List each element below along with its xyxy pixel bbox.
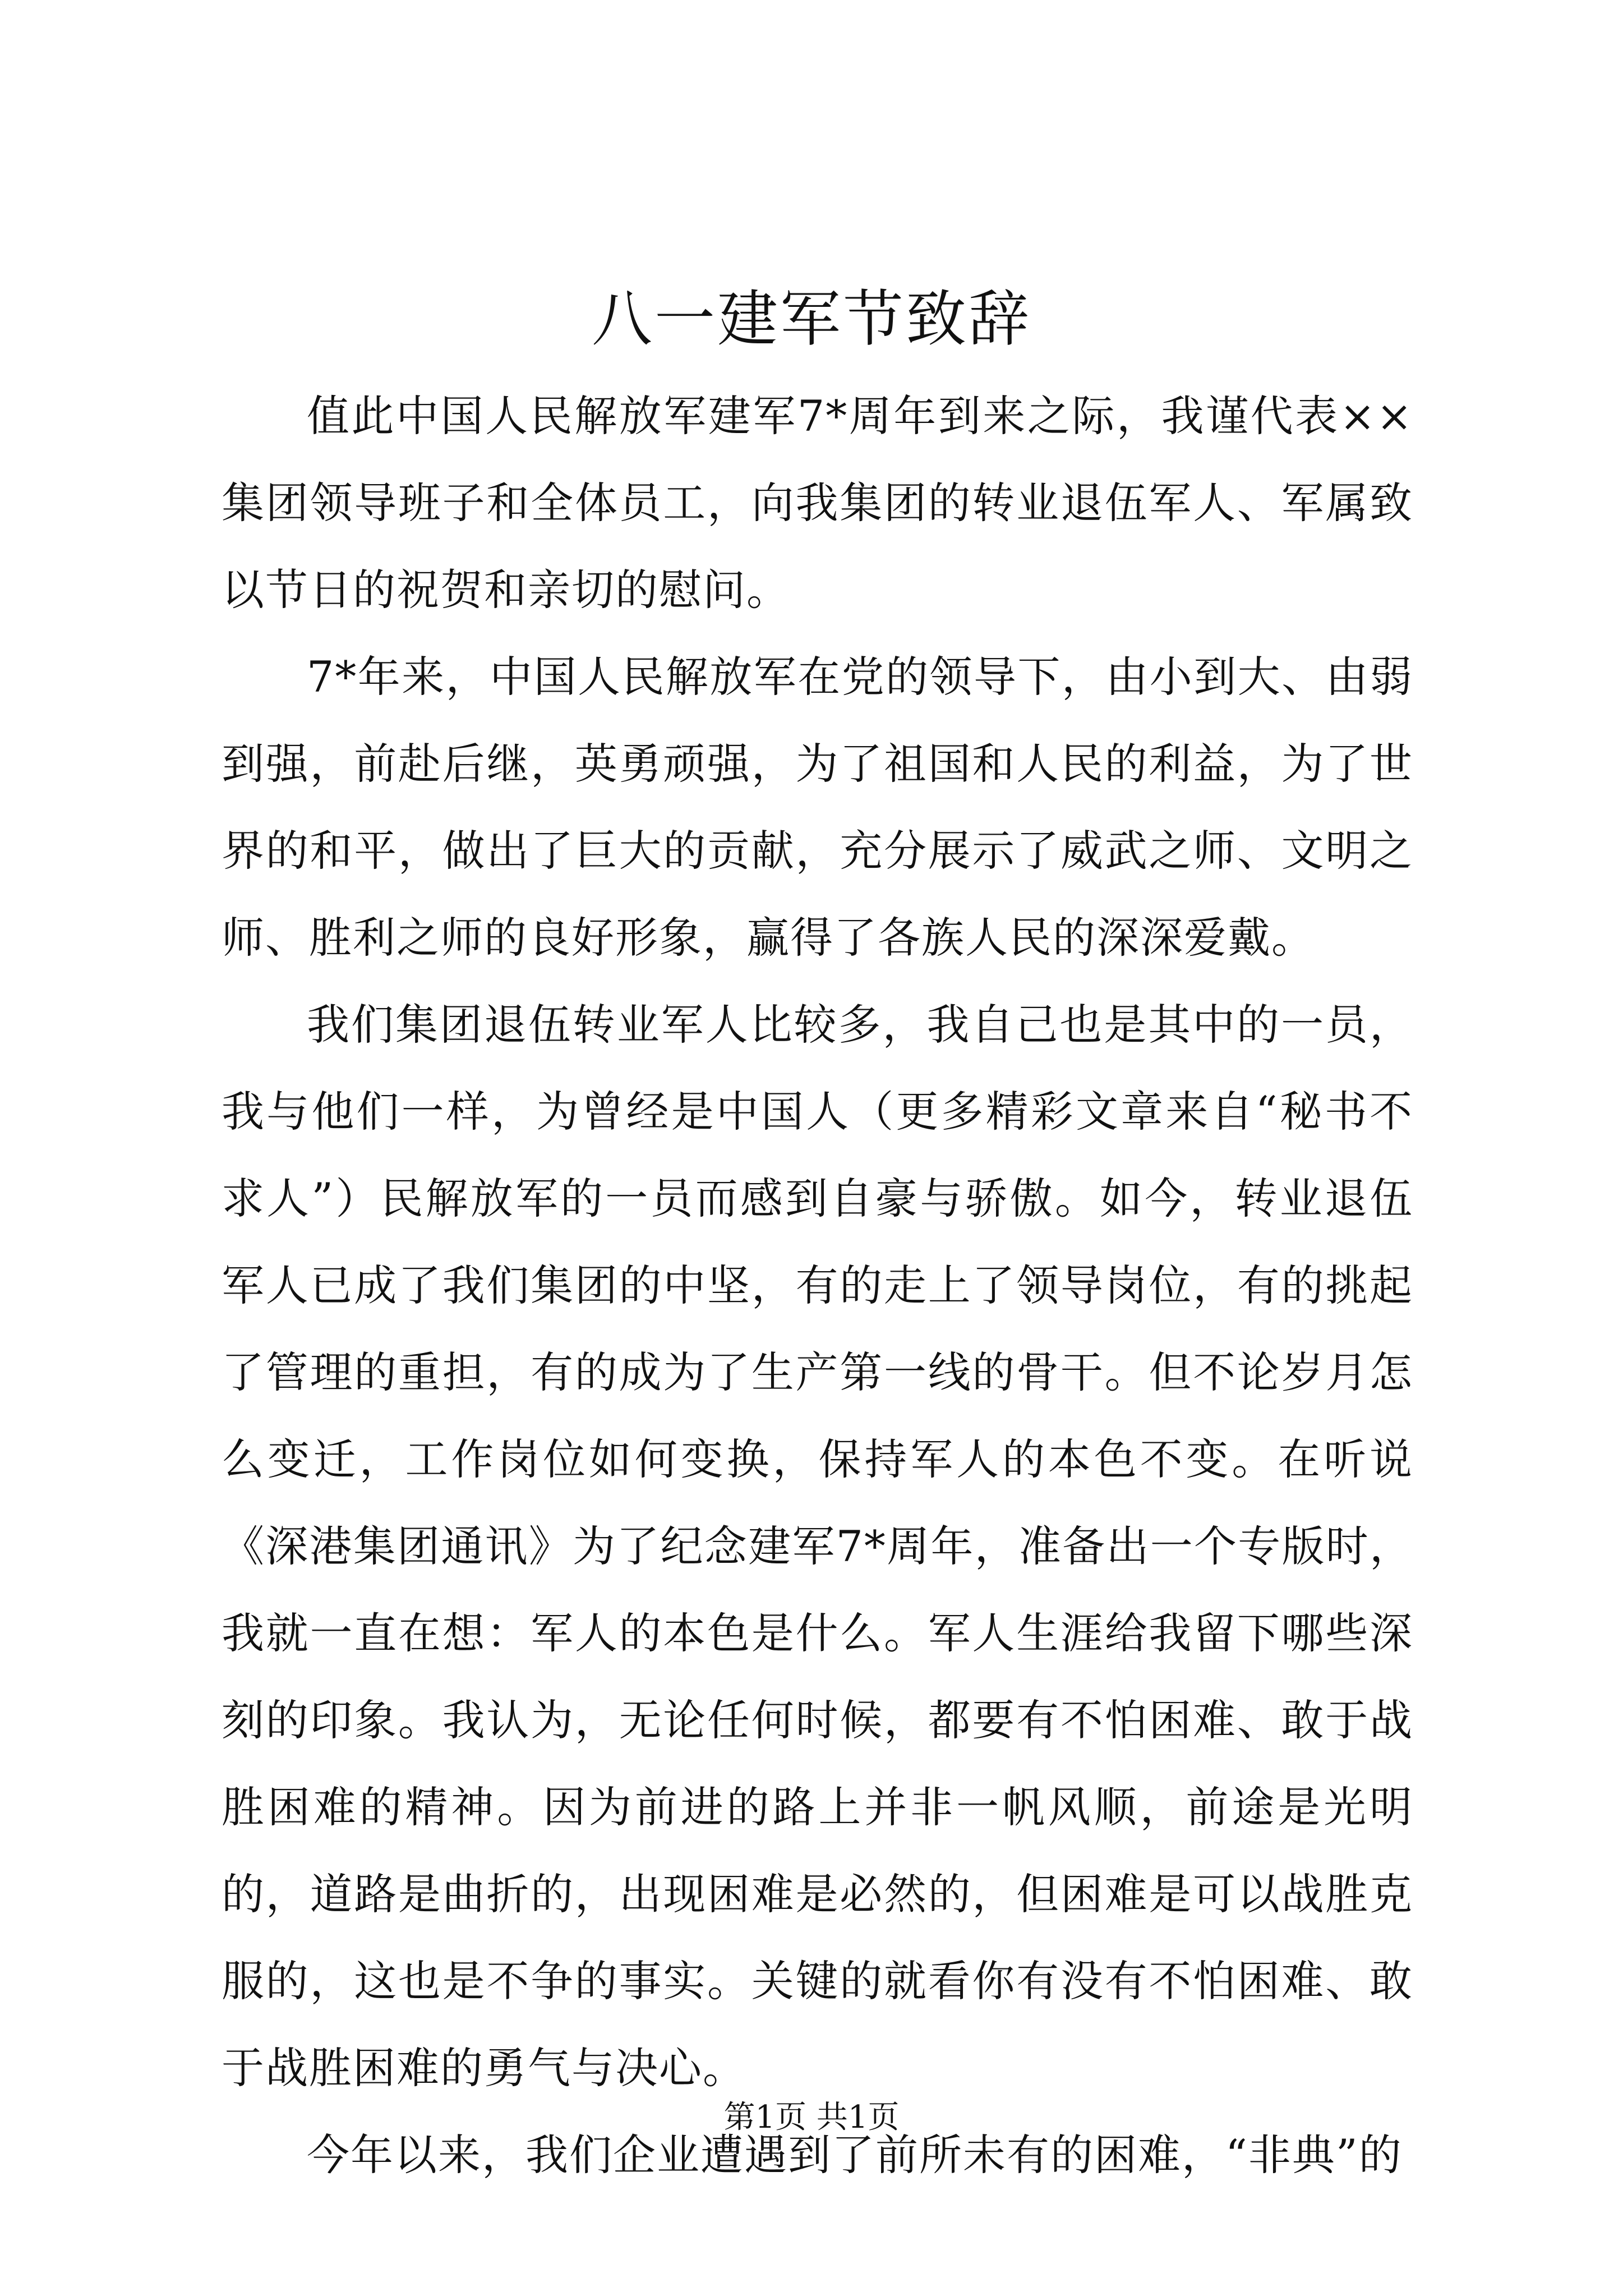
paragraph: 我们集团退伍转业军人比较多，我自己也是其中的一员，我与他们一样，为曾经是中国人（更多精彩文章来自“秘书不求人”）民解放军的一员而感到自豪与骄傲。如今，转业退伍军人已成了我们集团的中坚，有的走上了领导岗位，有的挑起了管理的重担，有的成为了生产第一线的骨干。但不论岁月怎么变迁，工作岗位如何变换，保持军人的本色不变。在听说《深港集团通讯》为了纪念建军7*周年，准备出一个专版时，我就一直在想：军人的本色是什么。军人生涯给我留下哪些深刻的印象。我认为，无论任何时候，都要有不怕困难、敢于战胜困难的精神。因为前进的路上并非一帆风顺，前途是光明的，道路是曲折的，出现困难是必然的，但困难是可以战胜克服的，这也是不争的事实。关键的就看你有没有不怕困难、敢于战胜困难的勇气与决心。 <box>222 1000 1413 2093</box>
document-body <box>222 372 1413 2198</box>
page-footer: 第1页 共1页 <box>723 2099 900 2136</box>
paragraph: 7*年来，中国人民解放军在党的领导下，由小到大、由弱到强，前赴后继，英勇顽强，为了祖国和人民的利益，为了世界的和平，做出了巨大的贡献，充分展示了威武之师、文明之师、胜利之师的良好形象，赢得了各族人民的深深爱戴。 <box>222 652 1413 963</box>
paragraph: 值此中国人民解放军建军7*周年到来之际，我谨代表××集团领导班子和全体员工，向我集团的转业退伍军人、军属致以节日的祝贺和亲切的慰问。 <box>222 391 1413 615</box>
document-title: 八一建军节致辞 <box>591 284 1031 355</box>
paragraph: 今年以来，我们企业遭遇到了前所未有的困难，“非典”的 <box>307 2130 1403 2180</box>
